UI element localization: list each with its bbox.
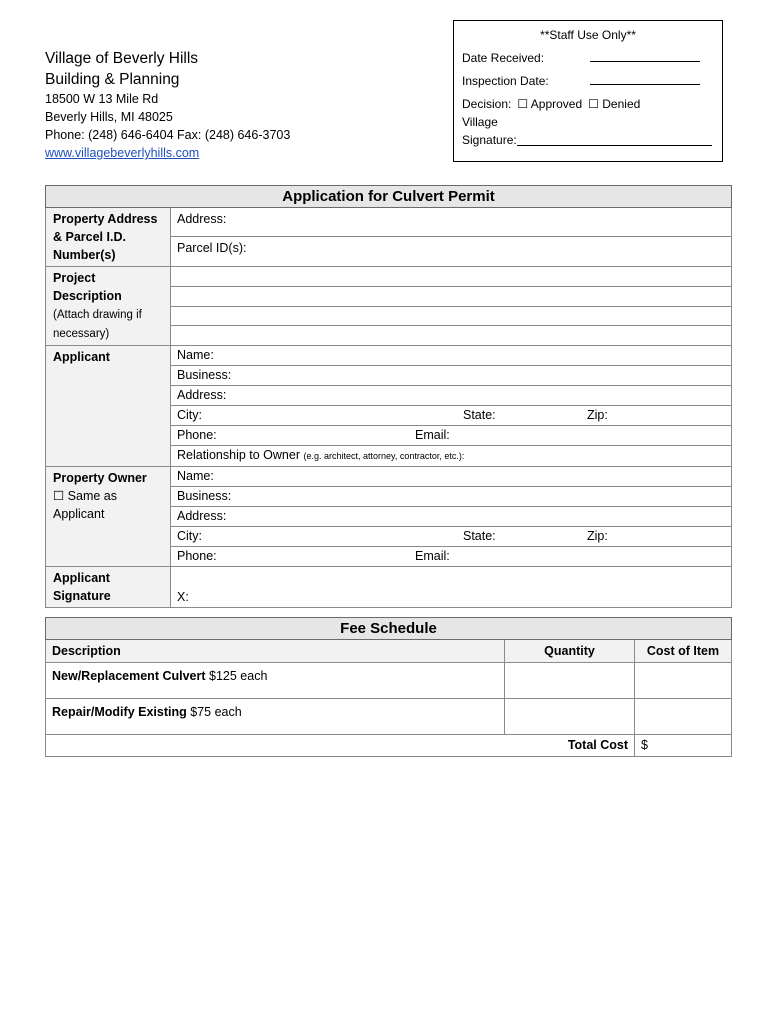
fee-cost-field[interactable]: [635, 699, 732, 735]
fee-row: [46, 699, 732, 735]
project-line-1[interactable]: [171, 267, 732, 287]
property-label: Property Address & Parcel I.D. Number(s): [53, 212, 158, 262]
fee-item-name: Repair/Modify Existing: [52, 705, 187, 719]
applicant-zip-label: Zip:: [587, 408, 608, 422]
approved-checkbox[interactable]: ☐ Approved: [517, 97, 583, 111]
project-line-4[interactable]: [171, 326, 732, 346]
date-received-label: Date Received:: [462, 51, 545, 65]
total-cost-label: Total Cost: [46, 735, 635, 757]
relationship-note: (e.g. architect, attorney, contractor, etc.):: [303, 451, 465, 461]
owner-phone-label: Phone:: [177, 549, 217, 563]
applicant-name-label: Name:: [177, 348, 214, 362]
fee-title: Fee Schedule: [46, 618, 732, 640]
applicant-city-row[interactable]: [171, 406, 732, 426]
same-as-applicant-checkbox[interactable]: ☐ Same as Applicant: [53, 489, 118, 521]
fee-col-quantity: Quantity: [505, 640, 635, 663]
date-received-field[interactable]: [590, 50, 700, 62]
staff-signature-label: Signature:: [462, 133, 517, 147]
relationship-field[interactable]: [171, 446, 732, 467]
owner-state-label: State:: [463, 529, 496, 543]
applicant-business-label: Business:: [177, 368, 232, 382]
header: [45, 48, 405, 162]
staff-title: **Staff Use Only**: [540, 28, 636, 42]
parcel-id-label: Parcel ID(s):: [177, 240, 247, 255]
denied-checkbox[interactable]: ☐ Denied: [588, 97, 641, 111]
applicant-phone-row[interactable]: [171, 426, 732, 446]
owner-address-label: Address:: [177, 509, 227, 523]
applicant-city-label: City:: [177, 408, 202, 422]
applicant-business-field[interactable]: [171, 366, 732, 386]
staff-use-box: [453, 20, 723, 162]
permit-table: [45, 185, 732, 608]
inspection-date-label: Inspection Date:: [462, 74, 549, 88]
applicant-signature-field[interactable]: [171, 567, 732, 608]
fee-cost-field[interactable]: [635, 663, 732, 699]
owner-city-row[interactable]: [171, 527, 732, 547]
applicant-label: Applicant: [53, 350, 110, 364]
city-address: Beverly Hills, MI 48025: [45, 110, 173, 124]
owner-name-label: Name:: [177, 469, 214, 483]
fee-item-price: $75 each: [190, 705, 242, 719]
owner-city-label: City:: [177, 529, 202, 543]
project-line-3[interactable]: [171, 306, 732, 326]
org-name: Village of Beverly Hills: [45, 50, 199, 67]
owner-business-field[interactable]: [171, 487, 732, 507]
property-address-field[interactable]: [171, 208, 732, 237]
applicant-address-label: Address:: [177, 388, 227, 402]
staff-signature-field[interactable]: [517, 134, 712, 146]
fee-item-description: [46, 663, 505, 699]
inspection-date-field[interactable]: [590, 73, 700, 85]
owner-name-field[interactable]: [171, 467, 732, 487]
project-label: Project Description: [53, 271, 122, 303]
signature-x: X:: [177, 590, 189, 604]
fee-col-description: Description: [46, 640, 505, 663]
owner-email-label: Email:: [415, 549, 450, 563]
applicant-address-field[interactable]: [171, 386, 732, 406]
fee-item-name: New/Replacement Culvert: [52, 669, 206, 683]
fee-table: [45, 617, 732, 757]
owner-address-field[interactable]: [171, 507, 732, 527]
project-line-2[interactable]: [171, 286, 732, 306]
signature-label: Applicant Signature: [53, 571, 111, 603]
fee-quantity-field[interactable]: [505, 663, 635, 699]
project-label-cell: [46, 267, 171, 346]
project-note: (Attach drawing if necessary): [53, 309, 142, 340]
fee-item-price: $125 each: [209, 669, 268, 683]
applicant-label-cell: [46, 346, 171, 467]
owner-label: Property Owner: [53, 471, 147, 485]
website-link[interactable]: www.villagebeverlyhills.com: [45, 146, 200, 160]
owner-phone-row[interactable]: [171, 547, 732, 567]
village-label: Village: [462, 115, 498, 129]
signature-label-cell: [46, 567, 171, 608]
fee-item-description: [46, 699, 505, 735]
owner-label-cell: [46, 467, 171, 567]
fee-col-cost: Cost of Item: [635, 640, 732, 663]
applicant-state-label: State:: [463, 408, 496, 422]
total-cost-field[interactable]: $: [635, 735, 732, 757]
property-label-cell: [46, 208, 171, 267]
applicant-email-label: Email:: [415, 428, 450, 442]
owner-zip-label: Zip:: [587, 529, 608, 543]
property-address-label: Address:: [177, 212, 227, 226]
parcel-id-field[interactable]: [171, 236, 732, 266]
relationship-label: Relationship to Owner: [177, 448, 300, 462]
phone-fax: Phone: (248) 646-6404 Fax: (248) 646-3703: [45, 128, 291, 142]
fee-row: [46, 663, 732, 699]
permit-title: Application for Culvert Permit: [46, 186, 732, 208]
applicant-phone-label: Phone:: [177, 428, 217, 442]
fee-quantity-field[interactable]: [505, 699, 635, 735]
street-address: 18500 W 13 Mile Rd: [45, 92, 159, 106]
department-name: Building & Planning: [45, 71, 180, 88]
applicant-name-field[interactable]: [171, 346, 732, 366]
decision-label: Decision:: [462, 97, 512, 111]
owner-business-label: Business:: [177, 489, 232, 503]
